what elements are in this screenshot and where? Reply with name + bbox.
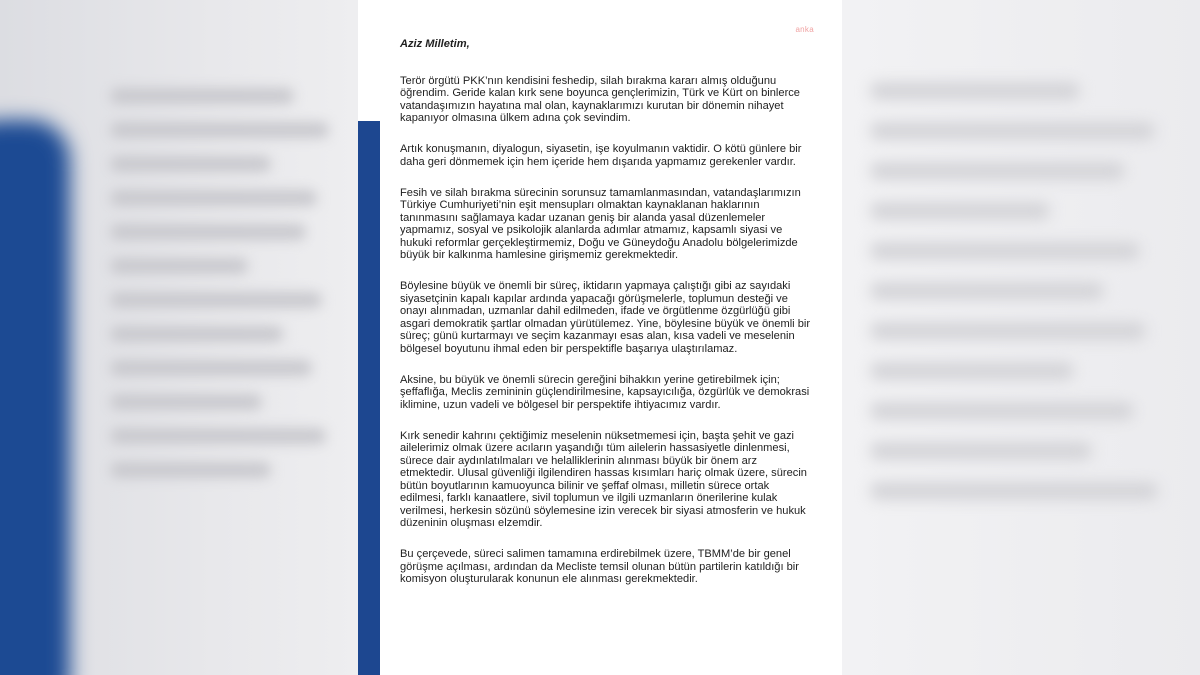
accent-stripe [358,121,380,675]
paragraph: Terör örgütü PKK’nın kendisini feshedip, silah bırakma kararı almış olduğunu öğrendim. Geride kalan kırk sene boyunca gençlerimizin, Türk ve Kürt on binlerce vatandaşımızın hayatına mal olan, kaynaklarımızı kurutan bir dönemin nihayet kapanıyor olmasına ülkem adına çok sevindim. [400,74,800,124]
background-blue-band [0,120,70,675]
document-body [400,38,814,604]
paragraph: Artık konuşmanın, diyalogun, siyasetin, işe koyulmanın vaktidir. O kötü günlere bir daha geri dönmemek için hem içeride hem dışarıda yapmamız gerekenler vardır. [400,143,802,168]
background-blurred-text [110,70,340,496]
paragraph: Böylesine büyük ve önemli bir süreç, iktidarın yapmaya çalıştığı gibi az sayıdaki siyasetçinin kapalı kapılar ardında yapacağı görüşmelerle, toplumun desteği ve onayı alınmadan, uzmanlar dahil edilmeden, ifade ve örgütlenme özgürlüğü gibi asgari demokratik şartlar olmadan yürütülemez. Yine, böylesine büyük ve önemli bir süreç; günü kurtarmayı ve seçim kazanmayı esas alan, kısa vadeli ve meselenin bölgesel boyutunu ihmal eden bir perspektifle başarıya ulaştırılamaz. [400,280,811,355]
background-blurred-text-right [870,60,1170,522]
greeting: Aziz Milletim, [400,38,470,50]
paragraph: Aksine, bu büyük ve önemli sürecin gereğini bihakkın yerine getirebilmek için; şeffaflığa, Meclis zemininin güçlendirilmesine, kapsayıcılığa, özgürlük ve demokrasi iklimine, uzun vadeli ve bölgesel bir perspektife ihtiyacımız vardır. [400,373,810,411]
paragraph: Fesih ve silah bırakma sürecinin sorunsuz tamamlanmasından, vatandaşlarımızın Türkiye Cumhuriyeti’nin eşit mensupları olmaktan kaynaklanan haklarının tanınmasını sağlamaya kadar uzanan geniş bir alanda yasal düzenlemeler yapmamız, sosyal ve psikolojik alanlarda adımlar atmamız, kapsamlı siyasi ve hukuki reformlar gerçekleştirmemiz, Doğu ve Güneydoğu Anadolu bölgelerimizde büyük bir kalkınma hamlesine girişmemiz gerekmektedir. [400,186,801,261]
paragraph: Bu çerçevede, süreci salimen tamamına erdirebilmek üzere, TBMM’de bir genel görüşme açılması, ardından da Mecliste temsil olunan bütün partilerin katıldığı bir komisyon oluşturularak konunun ele alınması gerekmektedir. [400,548,799,585]
paragraph: Kırk senedir kahrını çektiğimiz meselenin nüksetmemesi için, başta şehit ve gazi ailelerimiz olmak üzere acıların yaşandığı tüm ailelerin hassasiyetle dinlenmesi, sürece dair aydınlatılmaları ve helalliklerinin alınması büyük bir önem arz etmektedir. Ulusal güvenliği ilgilendiren hassas kısımları hariç olmak üzere, sürecin bütün boyutlarının kamuoyunca bilinir ve şeffaf olması, milletin sürece ortak edilmesi, farklı kanaatlere, sivil toplumun ve ilgili uzmanların önerilerine kulak verilmesi, herkesin sözünü söylemesine izin verecek bir siyasi atmosferin ve hukuk düzeninin oluşması elzemdir. [400,429,807,529]
document-page [358,0,842,675]
watermark-logo: anka [795,25,814,34]
